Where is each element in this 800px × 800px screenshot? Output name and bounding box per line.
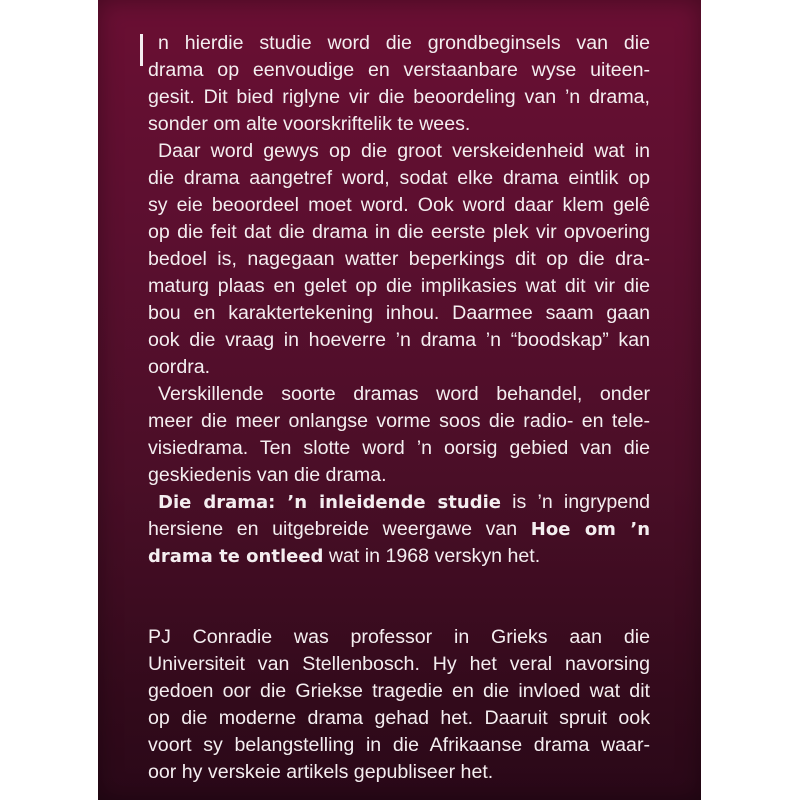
text-line (148, 543, 650, 570)
book-title: Die drama: ’n inleidende studie (158, 492, 501, 513)
text-line: PJ Conradie was professor in Grieks aan die (148, 626, 650, 648)
text-line: bedoel is, nagegaan watter beperkings dit op die dra- (148, 248, 650, 270)
previous-book-title: Hoe om ’n (530, 519, 651, 540)
text-span: wat in 1968 verskyn het. (323, 545, 541, 567)
text-line: ook die vraag in hoeverre ’n drama ’n “boodskap” kan (148, 329, 650, 351)
text-line: n hierdie studie word die grondbeginsels van die (158, 32, 650, 54)
text-line: op die feit dat die drama in die eerste plek vir opvoering (148, 221, 650, 243)
description-paragraph-1 (148, 30, 650, 138)
text-line: visiedrama. Ten slotte word ’n oorsig gebied van die (148, 437, 650, 459)
text-span: hersiene en uitgebreide weergawe van (148, 518, 531, 540)
text-line (148, 489, 650, 516)
text-line: Verskillende soorte dramas word behandel, onder (158, 383, 650, 405)
text-line: op die moderne drama gehad het. Daaruit spruit ook (148, 707, 650, 729)
text-line: geskiedenis van die drama. (148, 464, 387, 486)
text-line: voort sy belangstelling in die Afrikaanse drama waar- (148, 734, 650, 756)
text-line: bou en karaktertekening inhou. Daarmee saam gaan (148, 302, 650, 324)
text-line: oordra. (148, 356, 211, 378)
description-paragraph-3 (148, 381, 650, 489)
text-line: gesit. Dit bied riglyne vir die beoordeling van ’n drama, (148, 86, 650, 108)
previous-book-title: drama te ontleed (148, 546, 324, 567)
text-line: meer die meer onlangse vorme soos die radio- en tele- (148, 410, 650, 432)
text-line: die drama aangetref word, sodat elke drama eintlik op (148, 167, 650, 189)
text-line: Daar word gewys op die groot verskeidenheid wat in (158, 140, 650, 162)
text-line: drama op eenvoudige en verstaanbare wyse uiteen- (148, 59, 650, 81)
text-line: sonder om alte voorskriftelik te wees. (148, 113, 471, 135)
text-line: sy eie beoordeel moet word. Ook word daar klem gelê (148, 194, 650, 216)
drop-cap-initial-bar (140, 34, 143, 66)
text-line: gedoen oor die Griekse tragedie en die invloed wat dit (148, 680, 650, 702)
text-span: is ’n ingrypend (500, 491, 650, 513)
text-line: Universiteit van Stellenbosch. Hy het veral navorsing (148, 653, 650, 675)
description-paragraph-2 (148, 138, 650, 381)
text-line: maturg plaas en gelet op die implikasies wat dit vir die (148, 275, 650, 297)
text-line: oor hy verskeie artikels gepubliseer het. (148, 761, 494, 783)
author-bio (148, 624, 650, 786)
text-line (148, 516, 650, 543)
description-paragraph-4 (148, 489, 650, 570)
